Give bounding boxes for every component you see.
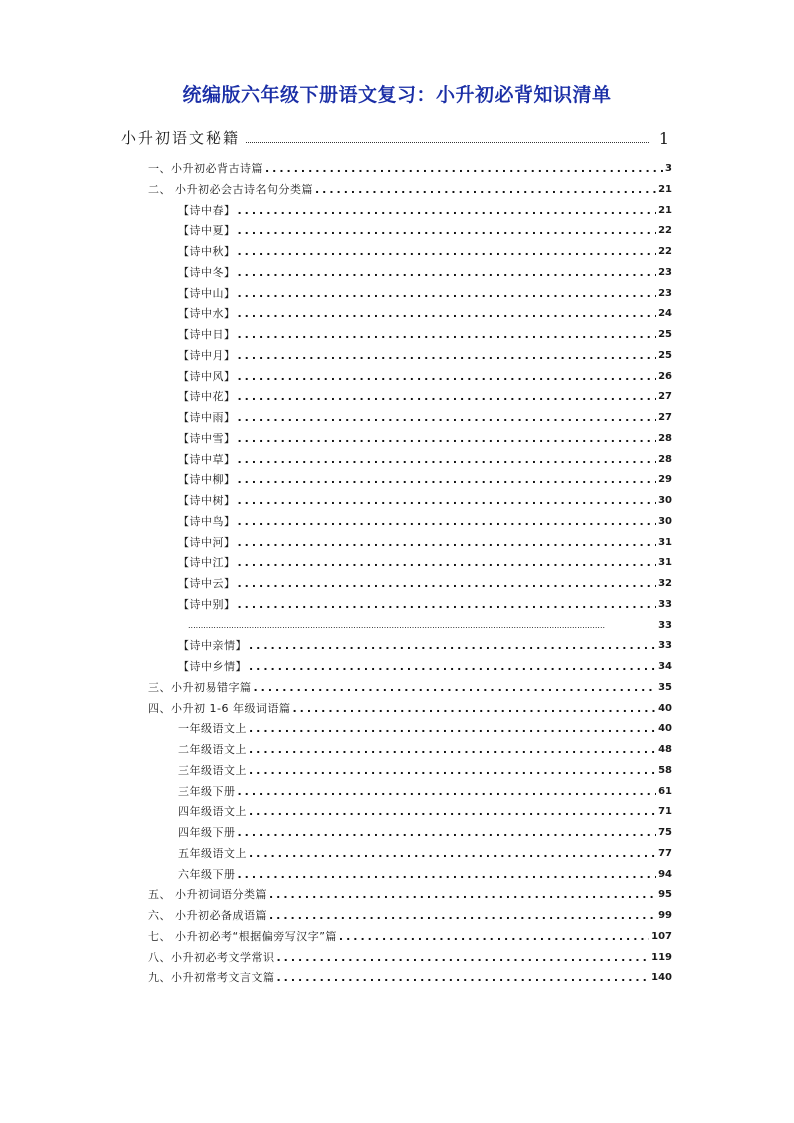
- toc-entry-page: 71: [658, 806, 672, 818]
- toc-leader: [315, 183, 656, 197]
- toc-entry-page: 30: [658, 515, 672, 527]
- toc-leader: [238, 411, 657, 425]
- toc-entry-label: 五、 小升初词语分类篇: [148, 888, 267, 902]
- toc-entry-label: 【诗中日】: [178, 328, 236, 341]
- toc-entry-label: 八、小升初必考文学常识: [148, 950, 275, 964]
- toc-entry-page: 140: [651, 972, 672, 984]
- toc-entry-label: 七、 小升初必考“根据偏旁写汉字”篇: [148, 929, 337, 943]
- toc-entry-label: 【诗中江】: [178, 556, 236, 570]
- toc-entry-label: 【诗中柳】: [178, 473, 236, 487]
- toc-entry-page: 21: [658, 183, 672, 195]
- toc-entry-label: 【诗中秋】: [178, 245, 236, 258]
- toc-entry-label: 一、小升初必背古诗篇: [148, 162, 263, 175]
- toc-leader: [238, 536, 657, 550]
- toc-entry-page: 99: [658, 910, 672, 921]
- page-title: 统编版六年级下册语文复习：小升初必背知识清单: [182, 84, 612, 106]
- toc-entry[interactable]: [178, 718, 672, 736]
- toc-entry-label: 【诗中雪】: [178, 431, 236, 445]
- toc-entry-page: 95: [658, 889, 672, 901]
- toc-leader: [188, 619, 656, 633]
- toc-entry-page: 28: [658, 453, 672, 465]
- toc-entry-label: 【诗中月】: [178, 348, 236, 362]
- toc-leader: [238, 266, 657, 280]
- toc-leader: [249, 660, 656, 674]
- toc-entry[interactable]: [148, 698, 672, 716]
- toc-entry-page: 35: [658, 681, 672, 693]
- toc-leader: [238, 453, 657, 467]
- toc-leader: [238, 577, 657, 591]
- toc-entry-page: 26: [658, 370, 672, 382]
- toc-entry[interactable]: [148, 905, 672, 923]
- toc-entry-label: 六年级下册: [178, 867, 236, 881]
- toc-entry[interactable]: [178, 241, 672, 259]
- toc-leader: [238, 515, 657, 529]
- toc-entry[interactable]: [178, 573, 672, 591]
- toc-entry-page: 58: [658, 764, 672, 776]
- toc-entry-page: 33: [658, 598, 672, 610]
- toc-leader: [277, 971, 650, 985]
- toc-entry-label: 【诗中树】: [178, 494, 236, 507]
- toc-entry-page: 3: [665, 163, 672, 174]
- toc-entry[interactable]: [148, 179, 672, 197]
- toc-leader: [238, 868, 657, 882]
- toc-entry[interactable]: [178, 739, 672, 757]
- toc-entry[interactable]: [178, 822, 672, 840]
- toc-entry[interactable]: [178, 511, 672, 529]
- toc-entry-page: 31: [658, 536, 672, 548]
- toc-leader: [249, 722, 656, 736]
- toc-leader: [238, 390, 657, 404]
- toc-entry-page: 33: [658, 619, 672, 631]
- toc-entry-page: 23: [658, 266, 672, 278]
- toc-entry-page: 75: [658, 827, 672, 838]
- toc-leader: [238, 473, 657, 487]
- toc-leader: [277, 951, 650, 965]
- toc-entry[interactable]: [178, 656, 672, 674]
- toc-entry[interactable]: [178, 386, 672, 404]
- toc-entry[interactable]: [178, 781, 672, 799]
- toc-leader: [238, 224, 657, 238]
- toc-entry-page: 23: [658, 287, 672, 299]
- toc-entry-page: 28: [658, 432, 672, 444]
- toc-entry[interactable]: [178, 428, 672, 446]
- toc-leader: [238, 785, 657, 799]
- toc-entry-page: 40: [658, 702, 672, 714]
- toc-entry-label: 六、 小升初必备成语篇: [148, 909, 267, 922]
- toc-leader: [269, 909, 656, 923]
- toc-heading-page: 1: [658, 129, 669, 148]
- toc-entry[interactable]: [178, 262, 672, 280]
- toc-leader: [238, 432, 657, 446]
- toc-leader: [339, 930, 649, 944]
- toc-entry-label: 四年级语文上: [178, 805, 247, 819]
- toc-leader: [249, 764, 656, 778]
- toc-entry-label: 【诗中冬】: [178, 265, 236, 279]
- toc-entry[interactable]: [178, 283, 672, 301]
- toc-entry[interactable]: [148, 967, 672, 985]
- toc-leader: [249, 743, 656, 757]
- toc-entry[interactable]: [178, 532, 672, 550]
- toc-leader: [249, 847, 656, 861]
- toc-entry-page: 24: [658, 308, 672, 320]
- toc-leader: [246, 141, 649, 143]
- toc-entry-page: 22: [658, 246, 672, 257]
- toc-leader: [238, 494, 657, 508]
- toc-entry-page: 25: [658, 349, 672, 361]
- toc-entry-page: 27: [658, 391, 672, 403]
- toc-entry[interactable]: [178, 200, 672, 218]
- toc-leader: [254, 681, 657, 695]
- toc-entry[interactable]: [178, 490, 672, 508]
- toc-entry[interactable]: [148, 677, 672, 695]
- toc-entry-label: 【诗中雨】: [178, 411, 236, 424]
- toc-leader: [238, 826, 657, 840]
- toc-entry-label: 【诗中草】: [178, 452, 236, 466]
- toc-entry-label: 四、小升初 1-6 年级词语篇: [148, 701, 291, 715]
- toc-leader: [238, 307, 657, 321]
- toc-entry-page: 34: [658, 661, 672, 672]
- toc-entry-page: 22: [658, 225, 672, 237]
- toc-entry-page: 48: [658, 744, 672, 755]
- toc-leader: [238, 245, 657, 259]
- toc-entry[interactable]: [178, 220, 672, 238]
- toc-heading-entry[interactable]: [121, 127, 669, 148]
- toc-leader: [238, 598, 657, 612]
- toc-leader: [292, 702, 656, 716]
- toc-leader: [269, 888, 656, 902]
- toc-entry-page: 32: [658, 578, 672, 589]
- toc-entry-page: 94: [658, 868, 672, 880]
- toc-entry-label: 三年级下册: [178, 784, 236, 798]
- toc-entry-page: 30: [658, 495, 672, 506]
- toc-heading-label: 小升初语文秘籍: [121, 129, 241, 147]
- toc-entry[interactable]: [178, 366, 672, 384]
- toc-entry-label: 二年级语文上: [178, 743, 247, 756]
- toc-entry[interactable]: [178, 594, 672, 612]
- toc-entry[interactable]: [178, 345, 672, 363]
- toc-entry[interactable]: [178, 324, 672, 342]
- toc-entry-label: 【诗中云】: [178, 577, 236, 590]
- toc-entry[interactable]: [178, 552, 672, 570]
- toc-entry[interactable]: [148, 884, 672, 902]
- toc-entry[interactable]: [148, 947, 672, 965]
- toc-entry-label: 【诗中河】: [178, 535, 236, 549]
- toc-entry[interactable]: [178, 303, 672, 321]
- toc-entry-label: 【诗中夏】: [178, 224, 236, 238]
- toc-entry-page: 107: [651, 930, 672, 942]
- toc-leader: [238, 349, 657, 363]
- toc-entry-page: 27: [658, 412, 672, 423]
- toc-entry-page: 29: [658, 474, 672, 486]
- toc-entry-page: 31: [658, 557, 672, 569]
- toc-entry-label: 九、小升初常考文言文篇: [148, 971, 275, 985]
- toc-entry-label: 【诗中亲情】: [178, 639, 247, 653]
- toc-entry[interactable]: [178, 635, 672, 653]
- toc-entry-label: 【诗中山】: [178, 286, 236, 300]
- toc-entry-label: 【诗中乡情】: [178, 660, 247, 673]
- toc-entry[interactable]: [178, 407, 672, 425]
- toc-leader: [238, 204, 657, 218]
- toc-entry[interactable]: [148, 926, 672, 944]
- toc-leader: [238, 370, 657, 384]
- toc-leader: [238, 287, 657, 301]
- toc-entry[interactable]: [178, 843, 672, 861]
- toc-entry[interactable]: [178, 801, 672, 819]
- toc-entry-label: 二、 小升初必会古诗名句分类篇: [148, 182, 313, 196]
- toc-leader: [265, 162, 663, 176]
- toc-leader: [238, 556, 657, 570]
- toc-leader: [238, 328, 657, 342]
- toc-leader: [249, 639, 656, 653]
- toc-leader: [249, 805, 656, 819]
- toc-entry-page: 33: [658, 640, 672, 652]
- toc-entry-label: 【诗中别】: [178, 597, 236, 611]
- toc-entry-page: 61: [658, 785, 672, 797]
- toc-entry[interactable]: [178, 449, 672, 467]
- toc-entry[interactable]: [186, 615, 672, 633]
- toc-entry-label: 四年级下册: [178, 826, 236, 839]
- toc-entry[interactable]: [178, 469, 672, 487]
- toc-entry-page: 40: [658, 723, 672, 735]
- toc-entry-label: 五年级语文上: [178, 846, 247, 860]
- toc-entry[interactable]: [178, 760, 672, 778]
- toc-entry-label: 【诗中水】: [178, 307, 236, 321]
- toc-entry-page: 21: [658, 204, 672, 216]
- toc-entry[interactable]: [148, 158, 672, 176]
- toc-entry-label: 三、小升初易错字篇: [148, 680, 252, 694]
- toc-entry-page: 119: [651, 951, 672, 963]
- toc-entry-label: 【诗中风】: [178, 369, 236, 383]
- toc-entry-label: 三年级语文上: [178, 763, 247, 777]
- toc-entry[interactable]: [178, 864, 672, 882]
- toc-entry-label: 【诗中花】: [178, 390, 236, 404]
- toc-entry-label: 【诗中春】: [178, 203, 236, 217]
- toc-entry-page: 77: [658, 847, 672, 859]
- toc-entry-label: 【诗中鸟】: [178, 514, 236, 528]
- toc-entry-label: 一年级语文上: [178, 722, 247, 736]
- toc-entry-page: 25: [658, 329, 672, 340]
